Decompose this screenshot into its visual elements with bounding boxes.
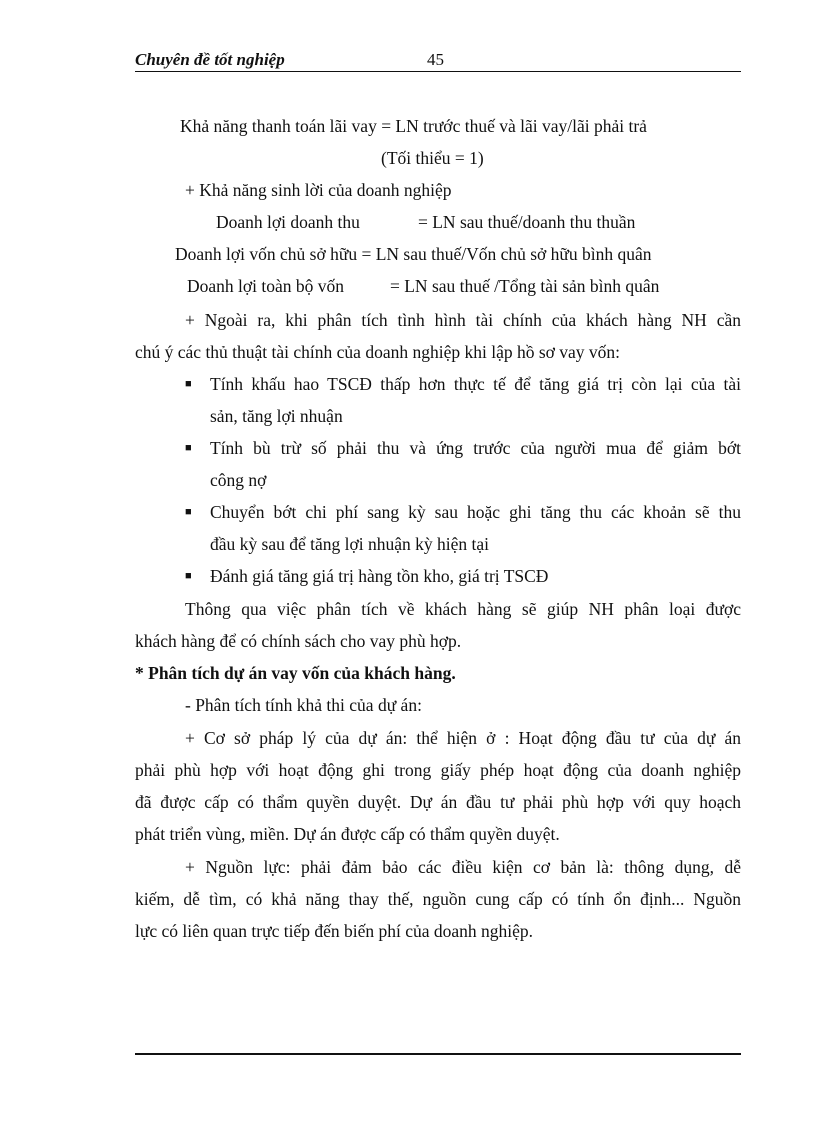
formula-interest-coverage-min: (Tối thiểu = 1) xyxy=(381,148,484,168)
bullet-1-line-1: Tính khấu hao TSCĐ thấp hơn thực tế để tăng giá trị còn lại của tài xyxy=(210,374,741,394)
section-heading: * Phân tích dự án vay vốn của khách hàng. xyxy=(135,663,456,683)
bullet-2-line-1: Tính bù trừ số phải thu và ứng trước của người mua để giảm bớt xyxy=(210,438,741,458)
profitability-heading: + Khả năng sinh lời của doanh nghiệp xyxy=(185,180,452,200)
legal-line-4: phát triển vùng, miền. Dự án được cấp có thẩm quyền duyệt. xyxy=(135,824,560,844)
conclusion-line-2: khách hàng để có chính sách cho vay phù hợp. xyxy=(135,631,462,651)
formula-roa-total-value: = LN sau thuế /Tổng tài sản bình quân xyxy=(390,276,660,296)
formula-roa-sales-label: Doanh lợi doanh thu xyxy=(216,212,360,232)
header-divider xyxy=(135,71,741,72)
resources-line-1: + Nguồn lực: phải đảm bảo các điều kiện cơ bản là: thông dụng, dễ xyxy=(185,857,741,877)
footer-divider xyxy=(135,1053,741,1055)
notes-intro-line-1: + Ngoài ra, khi phân tích tình hình tài chính của khách hàng NH cần xyxy=(185,310,741,330)
resources-line-2: kiếm, dễ tìm, có khả năng thay thế, nguồn cung cấp có tính ổn định... Nguồn xyxy=(135,889,741,909)
formula-roa-sales-value: = LN sau thuế/doanh thu thuần xyxy=(418,212,636,232)
legal-line-1: + Cơ sở pháp lý của dự án: thể hiện ở : Hoạt động đầu tư của dự án xyxy=(185,728,741,748)
bullet-3-line-2: đầu kỳ sau để tăng lợi nhuận kỳ hiện tại xyxy=(210,534,489,554)
formula-roa-total-label: Doanh lợi toàn bộ vốn xyxy=(187,276,345,296)
bullet-1-line-2: sản, tăng lợi nhuận xyxy=(210,406,343,426)
bullet-3-line-1: Chuyển bớt chi phí sang kỳ sau hoặc ghi tăng thu các khoản sẽ thu xyxy=(210,502,741,522)
resources-line-3: lực có liên quan trực tiếp đến biến phí của doanh nghiệp. xyxy=(135,921,534,941)
legal-line-3: đã được cấp có thẩm quyền duyệt. Dự án đầu tư phải phù hợp với quy hoạch xyxy=(135,792,741,812)
legal-line-2: phải phù hợp với hoạt động ghi trong giấy phép hoạt động của doanh nghiệp xyxy=(135,760,741,780)
bullet-2-line-2: công nợ xyxy=(210,470,267,490)
notes-intro-line-2: chú ý các thủ thuật tài chính của doanh nghiệp khi lập hồ sơ vay vốn: xyxy=(135,342,621,362)
conclusion-line-1: Thông qua việc phân tích về khách hàng sẽ giúp NH phân loại được xyxy=(185,599,741,619)
formula-roe: Doanh lợi vốn chủ sở hữu = LN sau thuế/Vốn chủ sở hữu bình quân xyxy=(175,244,652,264)
header-title: Chuyên đề tốt nghiệp xyxy=(135,50,285,69)
bullet-square-icon: ■ xyxy=(185,570,192,582)
bullet-square-icon: ■ xyxy=(185,378,192,390)
bullet-4-line-1: Đánh giá tăng giá trị hàng tồn kho, giá trị TSCĐ xyxy=(210,566,549,586)
formula-interest-coverage: Khả năng thanh toán lãi vay = LN trước thuế và lãi vay/lãi phải trả xyxy=(180,116,647,136)
feasibility-heading: - Phân tích tính khả thi của dự án: xyxy=(185,695,422,715)
page-number: 45 xyxy=(427,50,444,69)
bullet-square-icon: ■ xyxy=(185,442,192,454)
page-header xyxy=(135,48,741,72)
bullet-square-icon: ■ xyxy=(185,506,192,518)
